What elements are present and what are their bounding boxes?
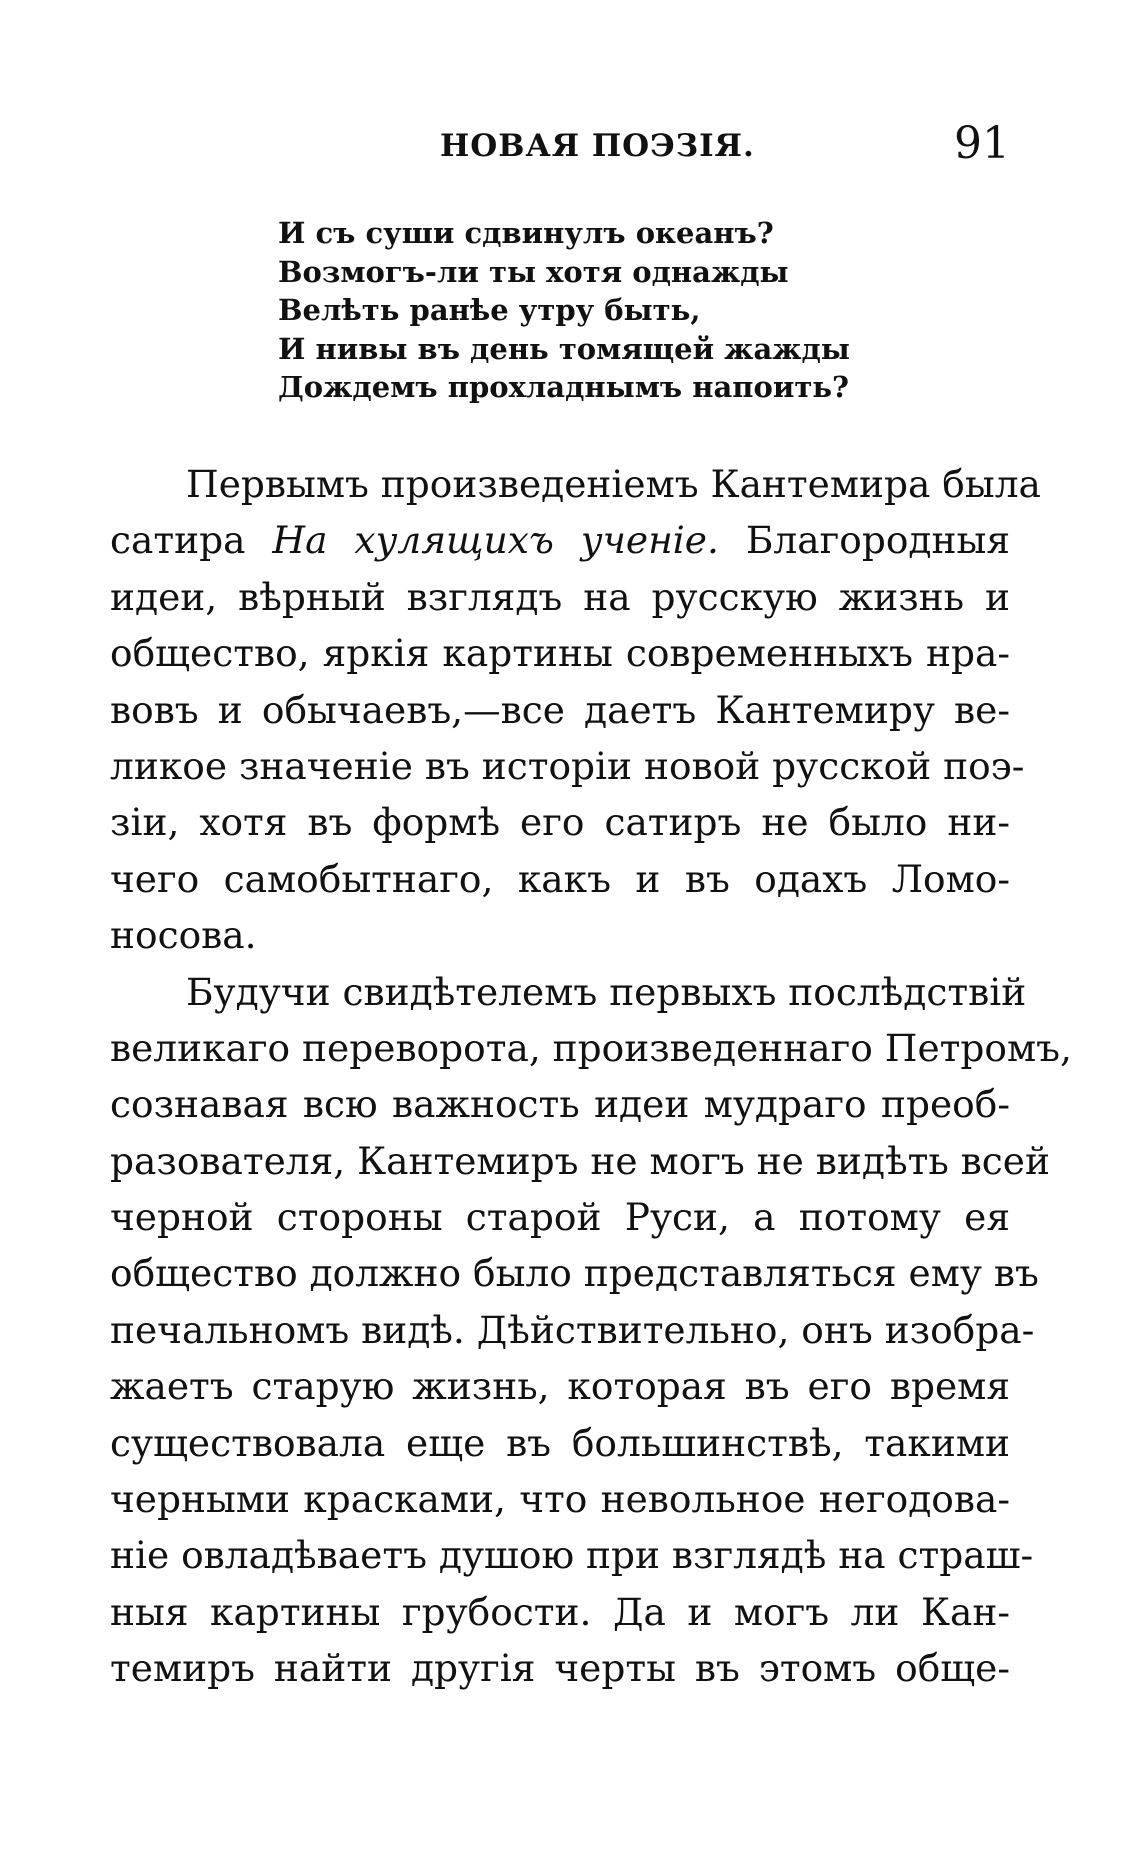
paragraph-2-line: ныя картины грубости. Да и могъ ли Кан- bbox=[110, 1589, 1010, 1634]
paragraph-2-line: разователя, Кантемиръ не могъ не видѣть всей bbox=[110, 1138, 1050, 1183]
paragraph-2-line: великаго переворота, произведеннаго Петромъ, bbox=[110, 1025, 1072, 1070]
paragraph-2-line: жаетъ старую жизнь, которая въ его время bbox=[110, 1364, 1010, 1409]
text-run: сатира bbox=[110, 518, 273, 563]
paragraph-1-line: идеи, вѣрный взглядъ на русскую жизнь и bbox=[110, 574, 1010, 619]
paragraph-1-line: носова. bbox=[110, 913, 257, 958]
paragraph-1-line: ликое значеніе въ исторіи новой русской поэ- bbox=[110, 743, 1025, 788]
paragraph-1-line: зіи, хотя въ формѣ его сатиръ не было ни- bbox=[110, 800, 1010, 845]
verse-line: Дождемъ прохладнымъ напоить? bbox=[278, 370, 849, 404]
paragraph-2-line: черной стороны старой Руси, а потому ея bbox=[110, 1195, 1010, 1240]
paragraph-2-line: существовала еще въ большинствѣ, такими bbox=[110, 1420, 1010, 1465]
paragraph-2-line: Будучи свидѣтелемъ первыхъ послѣдствій bbox=[186, 969, 1027, 1014]
paragraph-1-line: Первымъ произведеніемъ Кантемира была bbox=[186, 462, 1041, 506]
paragraph-2-line: печальномъ видѣ. Дѣйствительно, онъ изобра- bbox=[110, 1307, 1035, 1352]
running-title: НОВАЯ ПОЭЗІЯ. bbox=[440, 128, 755, 164]
verse-quotation bbox=[278, 214, 938, 407]
verse-line: Велѣть ранѣе утру быть, bbox=[278, 293, 701, 327]
verse-line: Возмогъ-ли ты хотя однажды bbox=[278, 254, 789, 289]
satire-title: На хулящихъ ученіе. bbox=[272, 518, 719, 563]
body-text bbox=[110, 456, 1072, 1697]
paragraph-2-line: черными красками, что невольное негодова- bbox=[110, 1477, 1010, 1522]
verse-line: И съ суши сдвинулъ океанъ? bbox=[278, 216, 774, 250]
verse-line: И нивы въ день томящей жажды bbox=[278, 331, 850, 366]
text-run: Благородныя bbox=[718, 518, 1010, 563]
page-number: 91 bbox=[954, 118, 1010, 169]
paragraph-2-line: ніе овладѣваетъ душою при взглядѣ на страш- bbox=[110, 1533, 1034, 1578]
paragraph-1-line bbox=[110, 512, 1010, 568]
paragraph-1-line: общество, яркія картины современныхъ нра- bbox=[110, 631, 1010, 676]
paragraph-2-line: общество должно было представляться ему въ bbox=[110, 1251, 1039, 1296]
paragraph-1-line: чего самобытнаго, какъ и въ одахъ Ломо- bbox=[110, 856, 1010, 901]
page-header bbox=[110, 118, 1010, 178]
paragraph-1-line: вовъ и обычаевъ,—все даетъ Кантемиру ве- bbox=[110, 687, 1010, 732]
paragraph-2-line: сознавая всю важность идеи мудраго преоб- bbox=[110, 1082, 1010, 1127]
paragraph-2-line: темиръ найти другія черты въ этомъ обще- bbox=[110, 1646, 1010, 1691]
